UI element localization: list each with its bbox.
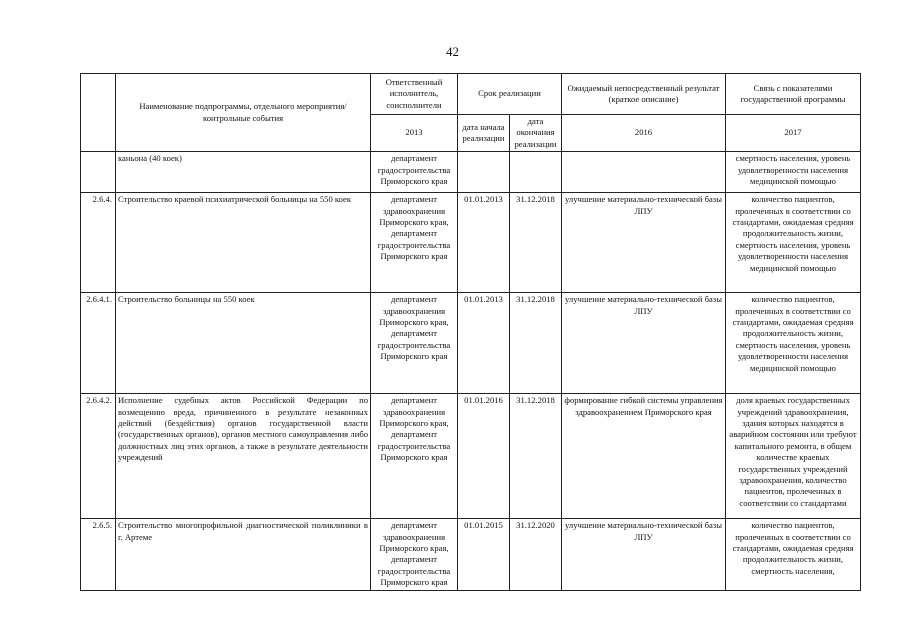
row-number: 2.6.4.1. <box>81 293 116 394</box>
header-name: Наименование подпрограммы, отдельного мероприятия/контрольные события <box>116 74 371 152</box>
header-end-date: дата окончания реализации <box>510 115 562 152</box>
row-name: Исполнение судебных актов Российской Федерации по возмещению вреда, причиненного в результате незаконных действий (бездействия) органов государственной власти (государственных органов), органов местного самоуправления либо должностных лиц этих органов, а также в результате деятельности учреждений <box>116 394 371 519</box>
row-end-date: 31.12.2020 <box>510 519 562 590</box>
row-name: Строительство краевой психиатрической больницы на 550 коек <box>116 193 371 293</box>
header-start-date: дата начала реализации <box>458 115 510 152</box>
table-row <box>81 394 861 519</box>
row-start-date: 01.01.2013 <box>458 193 510 293</box>
row-link: доля краевых государственных учреждений здравоохранения, здания которых находятся в аварийном состоянии или требуют капитального ремонта, в общем количестве краевых государственных учреждений здравоохранения, количество пациентов, пролеченных в соответствии со стандартами <box>726 394 861 519</box>
row-link: количество пациентов, пролеченных в соответствии со стандартами, ожидаемая средняя продолжительность жизни, смертность населения, уровень удовлетворенности населения медицинской помощью <box>726 293 861 394</box>
row-result <box>562 152 726 193</box>
row-start-date: 01.01.2015 <box>458 519 510 590</box>
row-executor: департамент здравоохранения Приморского края, департамент градостроительства Приморского края <box>371 293 458 394</box>
row-link: количество пациентов, пролеченных в соответствии со стандартами, ожидаемая средняя продолжительность жизни, смертность населения, <box>726 519 861 590</box>
header-link-year: 2017 <box>726 115 861 152</box>
header-number-cell <box>81 74 116 152</box>
row-executor: департамент здравоохранения Приморского края, департамент градостроительства Приморского края <box>371 193 458 293</box>
row-name: Строительство многопрофильной диагностической поликлиники в г. Артеме <box>116 519 371 590</box>
page-number: 42 <box>446 44 459 59</box>
table-row <box>81 519 861 590</box>
row-result: улучшение материально-технической базы ЛПУ <box>562 519 726 590</box>
row-number: 2.6.4.2. <box>81 394 116 519</box>
table-row <box>81 152 861 193</box>
row-start-date: 01.01.2013 <box>458 293 510 394</box>
row-name: Строительство больницы на 550 коек <box>116 293 371 394</box>
header-link: Связь с показателями государственной программы <box>726 74 861 115</box>
row-result: улучшение материально-технической базы ЛПУ <box>562 293 726 394</box>
row-result: формирование гибкой системы управления здравоохранением Приморского края <box>562 394 726 519</box>
table-row <box>81 193 861 293</box>
row-link: количество пациентов, пролеченных в соответствии со стандартами, ожидаемая средняя продолжительность жизни, смертность населения, уровень удовлетворенности населения медицинской помощью <box>726 193 861 293</box>
row-executor: департамент градостроительства Приморского края <box>371 152 458 193</box>
row-result: улучшение материально-технической базы ЛПУ <box>562 193 726 293</box>
row-start-date <box>458 152 510 193</box>
row-number: 2.6.5. <box>81 519 116 590</box>
header-executor: Ответственный исполнитель, соисполнители <box>371 74 458 115</box>
row-end-date: 31.12.2018 <box>510 293 562 394</box>
row-link: смертность населения, уровень удовлетворенности населения медицинской помощью <box>726 152 861 193</box>
row-end-date <box>510 152 562 193</box>
row-name: каньона (40 коек) <box>116 152 371 193</box>
row-end-date: 31.12.2018 <box>510 394 562 519</box>
table-row <box>81 293 861 394</box>
row-executor: департамент здравоохранения Приморского края, департамент градостроительства Приморского края <box>371 394 458 519</box>
row-number <box>81 152 116 193</box>
row-start-date: 01.01.2016 <box>458 394 510 519</box>
header-result-year: 2016 <box>562 115 726 152</box>
header-executor-year: 2013 <box>371 115 458 152</box>
header-row <box>81 74 861 115</box>
header-result: Ожидаемый непосредственный результат (краткое описание) <box>562 74 726 115</box>
row-end-date: 31.12.2018 <box>510 193 562 293</box>
row-executor: департамент здравоохранения Приморского края, департамент градостроительства Приморского края <box>371 519 458 590</box>
program-table <box>80 73 861 591</box>
row-number: 2.6.4. <box>81 193 116 293</box>
header-term: Срок реализации <box>458 74 562 115</box>
